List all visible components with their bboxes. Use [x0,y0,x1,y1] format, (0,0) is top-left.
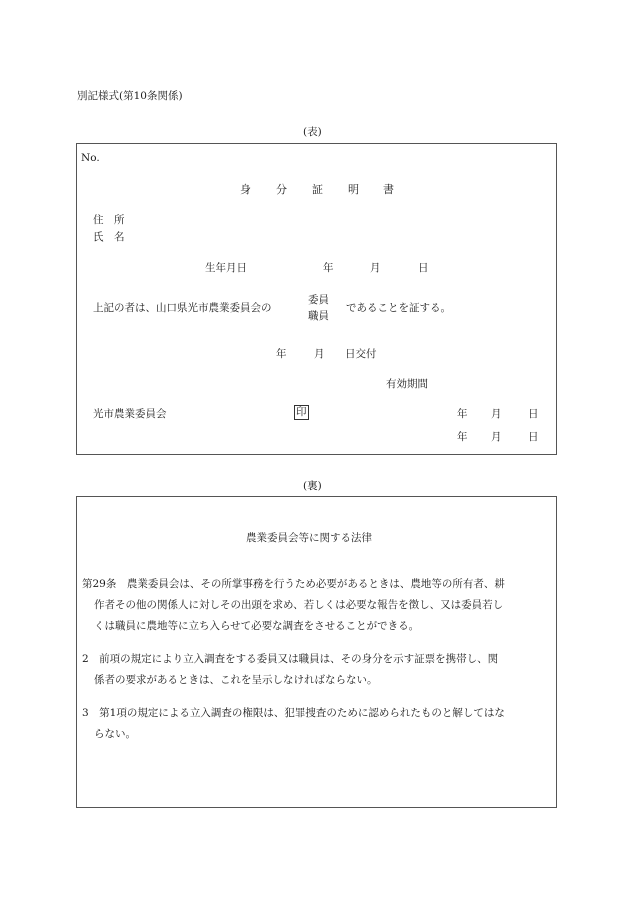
name-label: 氏 名 [93,231,125,243]
issue-year-label: 年 [276,348,287,360]
valid-from-month: 月 [491,408,502,420]
role-staff: 職員 [308,310,329,322]
valid-to-year: 年 [457,431,468,443]
validity-label: 有効期間 [386,378,428,390]
issuer-name: 光市農業委員会 [93,408,167,420]
title-char: 書 [383,183,394,196]
paragraph-3-line: らない。 [94,728,136,740]
statement-prefix: 上記の者は、山口県光市農業委員会の [93,302,272,314]
birth-year-label: 年 [323,262,334,274]
seal-mark: 印 [296,406,307,418]
paragraph-3-line: 3 第1項の規定による立入調査の権限は、犯罪捜査のために認められたものと解してはな [82,707,505,719]
address-label: 住 所 [93,214,125,226]
valid-to-month: 月 [491,431,502,443]
role-member: 委員 [308,294,329,306]
article-29 [82,574,552,637]
paragraph-2-line: 2 前項の規定により立入調査をする委員又は職員は、その身分を示す証票を携帯し、関 [82,653,499,665]
valid-to-day: 日 [528,431,539,443]
law-title: 農業委員会等に関する法律 [246,532,372,544]
article-29-line: くは職員に農地等に立ち入らせて必要な調査をさせることができる。 [94,620,420,632]
article-29-paragraph-2 [82,649,552,691]
article-29-line: 第29条 農業委員会は、その所掌事務を行うため必要があるときは、農地等の所有者、耕 [82,578,505,590]
title-char: 分 [276,183,287,196]
birth-date-label: 生年月日 [205,262,247,274]
issue-day-label: 日交付 [345,348,377,360]
title-char: 証 [312,183,323,196]
number-label: No. [81,152,100,164]
title-char: 明 [348,183,359,196]
paragraph-2-line: 係者の要求があるときは、これを呈示しなければならない。 [94,674,378,686]
issue-month-label: 月 [314,348,325,360]
valid-from-year: 年 [457,408,468,420]
valid-from-day: 日 [528,408,539,420]
front-side-label: (表) [303,126,322,138]
statement-suffix: であることを証する。 [346,302,451,314]
form-label: 別記様式(第10条関係) [77,90,183,102]
back-side-label: (裏) [303,480,322,492]
article-29-paragraph-3 [82,703,552,745]
birth-month-label: 月 [370,262,381,274]
birth-day-label: 日 [418,262,429,274]
article-29-line: 作者その他の関係人に対しその出頭を求め、若しくは必要な報告を徴し、又は委員若し [94,599,504,611]
title-char: 身 [240,183,251,196]
